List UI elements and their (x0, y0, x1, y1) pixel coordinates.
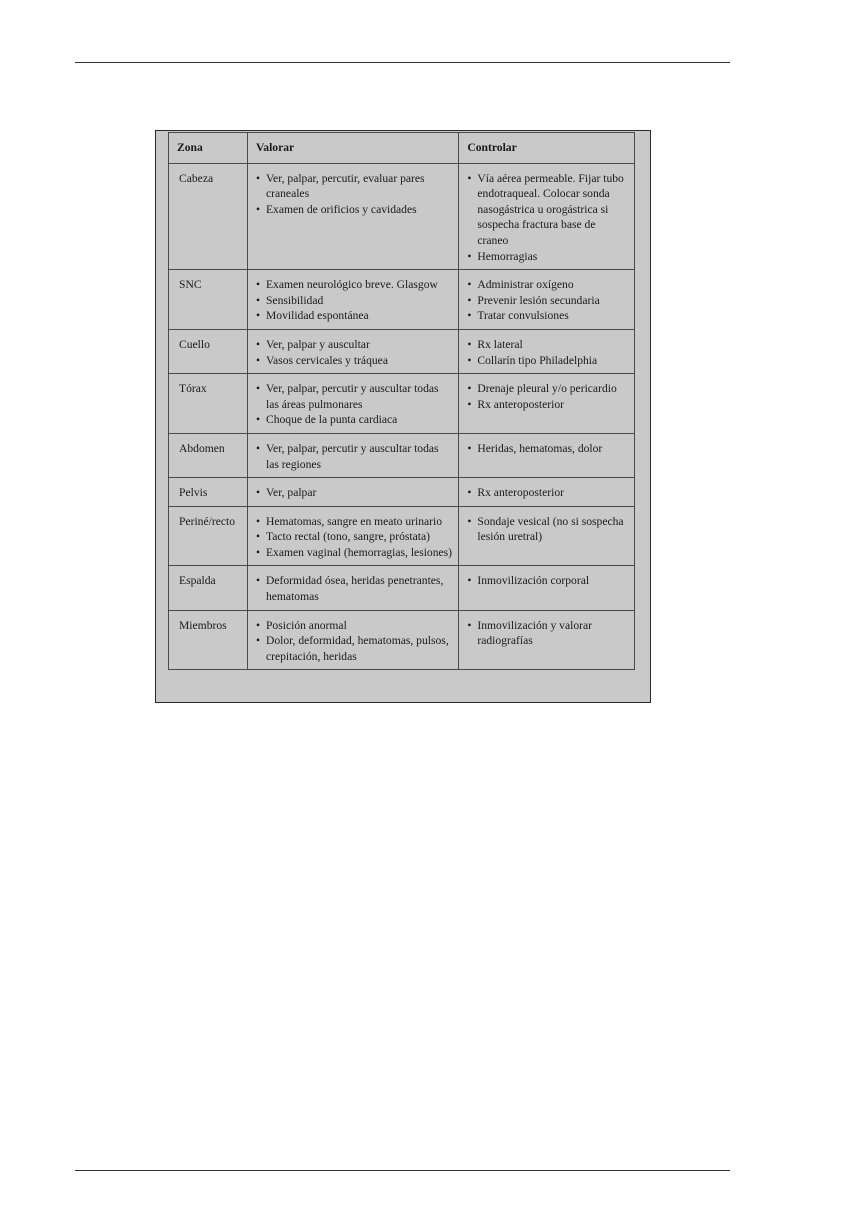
table-row (169, 506, 635, 566)
controlar-item: • Sondaje vesical (no si sospecha lesión uretral) (467, 514, 628, 545)
controlar-cell-list (467, 618, 628, 649)
controlar-item: • Rx anteroposterior (467, 397, 628, 413)
valorar-cell-list (256, 277, 452, 324)
valorar-cell-list (256, 485, 452, 501)
valorar-item: • Ver, palpar, percutir y auscultar todas las áreas pulmonares (256, 381, 452, 412)
controlar-cell (459, 506, 635, 566)
valorar-item: • Movilidad espontánea (256, 308, 452, 324)
zone-cell: Tórax (169, 374, 248, 434)
valorar-cell (247, 610, 458, 670)
table-row (169, 566, 635, 610)
zone-cell: SNC (169, 270, 248, 330)
zone-cell: Cuello (169, 329, 248, 373)
table-row (169, 329, 635, 373)
table-row (169, 374, 635, 434)
controlar-item: • Vía aérea permeable. Fijar tubo endotraqueal. Colocar sonda nasogástrica u orogástrica si sospecha fractura base de craneo (467, 171, 628, 249)
controlar-item: • Collarín tipo Philadelphia (467, 353, 628, 369)
table-row (169, 433, 635, 477)
valorar-cell-list (256, 618, 452, 665)
controlar-item: • Hemorragias (467, 249, 628, 265)
controlar-cell (459, 566, 635, 610)
controlar-cell-list (467, 381, 628, 412)
controlar-item: • Prevenir lesión secundaria (467, 293, 628, 309)
controlar-cell (459, 610, 635, 670)
valorar-item: • Ver, palpar (256, 485, 452, 501)
table-row (169, 270, 635, 330)
header-zona: Zona (169, 133, 248, 164)
zone-cell: Espalda (169, 566, 248, 610)
controlar-cell-list (467, 485, 628, 501)
valorar-item: • Ver, palpar y auscultar (256, 337, 452, 353)
zone-cell: Abdomen (169, 433, 248, 477)
footer-rule (75, 1170, 730, 1171)
valorar-item: • Dolor, deformidad, hematomas, pulsos, crepitación, heridas (256, 633, 452, 664)
controlar-cell (459, 433, 635, 477)
valorar-cell-list (256, 514, 452, 561)
table-header (169, 133, 635, 164)
trauma-assessment-table (168, 132, 635, 670)
valorar-item: • Sensibilidad (256, 293, 452, 309)
valorar-item: • Examen de orificios y cavidades (256, 202, 452, 218)
controlar-cell-list (467, 337, 628, 368)
valorar-cell (247, 506, 458, 566)
controlar-cell-list (467, 171, 628, 265)
header-controlar: Controlar (459, 133, 635, 164)
controlar-cell-list (467, 514, 628, 545)
controlar-item: • Drenaje pleural y/o pericardio (467, 381, 628, 397)
valorar-cell-list (256, 381, 452, 428)
controlar-item: • Heridas, hematomas, dolor (467, 441, 628, 457)
controlar-cell-list (467, 441, 628, 457)
table-row (169, 478, 635, 507)
valorar-item: • Hematomas, sangre en meato urinario (256, 514, 452, 530)
table-row (169, 610, 635, 670)
controlar-item: • Administrar oxígeno (467, 277, 628, 293)
controlar-item: • Rx anteroposterior (467, 485, 628, 501)
controlar-cell (459, 163, 635, 270)
valorar-cell (247, 270, 458, 330)
valorar-item: • Ver, palpar, percutir, evaluar pares craneales (256, 171, 452, 202)
valorar-cell (247, 374, 458, 434)
controlar-cell (459, 374, 635, 434)
valorar-cell (247, 163, 458, 270)
table-body (169, 163, 635, 670)
header-rule (75, 62, 730, 63)
table-frame (155, 130, 651, 703)
controlar-cell-list (467, 277, 628, 324)
valorar-item: • Examen neurológico breve. Glasgow (256, 277, 452, 293)
controlar-item: • Inmovilización corporal (467, 573, 628, 589)
valorar-item: • Examen vaginal (hemorragias, lesiones) (256, 545, 452, 561)
valorar-cell-list (256, 337, 452, 368)
valorar-item: • Posición anormal (256, 618, 452, 634)
zone-cell: Cabeza (169, 163, 248, 270)
controlar-cell (459, 329, 635, 373)
header-row (169, 133, 635, 164)
zone-cell: Miembros (169, 610, 248, 670)
valorar-cell (247, 478, 458, 507)
valorar-cell (247, 566, 458, 610)
controlar-item: • Inmovilización y valorar radiografías (467, 618, 628, 649)
valorar-item: • Vasos cervicales y tráquea (256, 353, 452, 369)
header-valorar: Valorar (247, 133, 458, 164)
valorar-cell-list (256, 171, 452, 218)
valorar-cell-list (256, 573, 452, 604)
controlar-item: • Tratar convulsiones (467, 308, 628, 324)
controlar-item: • Rx lateral (467, 337, 628, 353)
zone-cell: Pelvis (169, 478, 248, 507)
controlar-cell (459, 270, 635, 330)
valorar-cell (247, 433, 458, 477)
table-row (169, 163, 635, 270)
valorar-item: • Tacto rectal (tono, sangre, próstata) (256, 529, 452, 545)
valorar-cell-list (256, 441, 452, 472)
valorar-item: • Deformidad ósea, heridas penetrantes, hematomas (256, 573, 452, 604)
valorar-cell (247, 329, 458, 373)
controlar-cell-list (467, 573, 628, 589)
controlar-cell (459, 478, 635, 507)
valorar-item: • Choque de la punta cardiaca (256, 412, 452, 428)
zone-cell: Periné/recto (169, 506, 248, 566)
valorar-item: • Ver, palpar, percutir y auscultar todas las regiones (256, 441, 452, 472)
